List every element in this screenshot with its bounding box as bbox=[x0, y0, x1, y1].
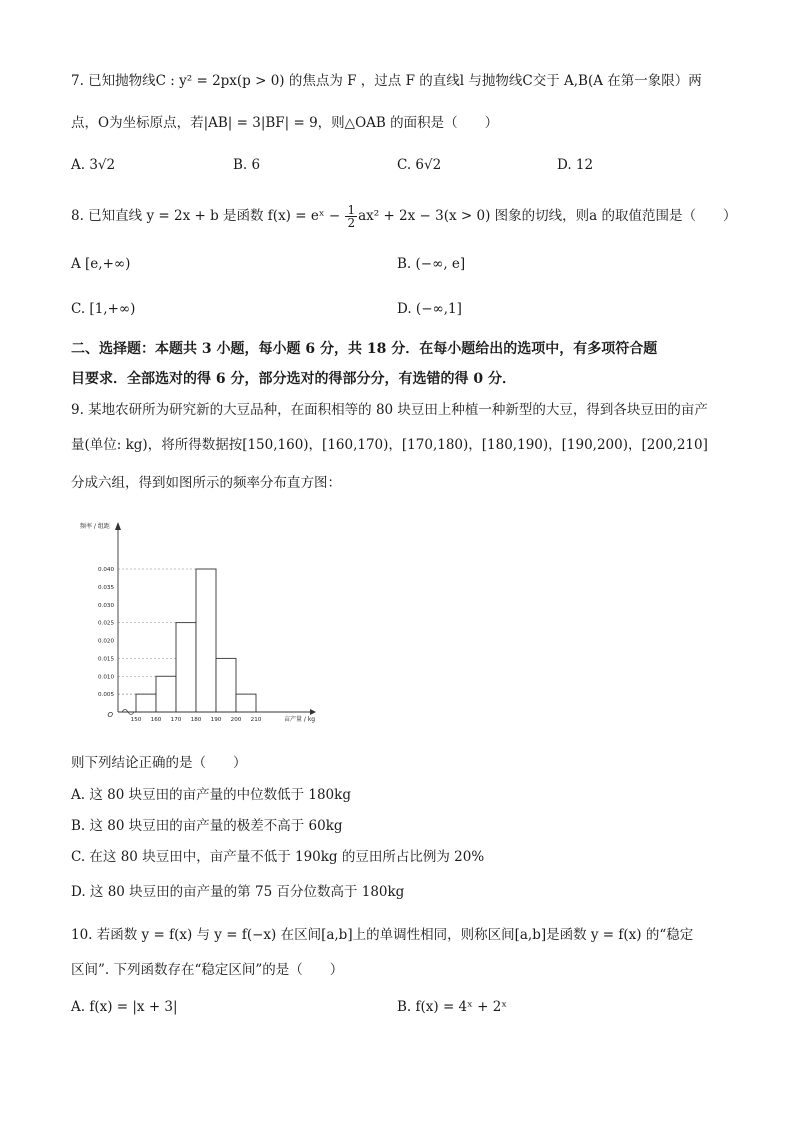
q8-option-c: C. [1,+∞) bbox=[71, 301, 136, 317]
y-tick-label: 0.025 bbox=[97, 620, 114, 627]
y-axis-title: 频率 / 组距 bbox=[80, 523, 110, 530]
y-tick-label: 0.040 bbox=[97, 567, 114, 573]
y-axis-arrow bbox=[115, 522, 121, 530]
y-tick-label: 0.030 bbox=[97, 602, 114, 609]
histogram-bar bbox=[136, 694, 156, 712]
q8-fraction-denominator: 2 bbox=[347, 216, 356, 230]
q9-option-a: A. 这 80 块豆田的亩产量的中位数低于 180kg bbox=[71, 787, 351, 803]
q10-option-a: A. f(x) = |x + 3| bbox=[71, 999, 178, 1015]
x-tick-label: 180 bbox=[190, 717, 202, 723]
histogram-bar bbox=[236, 694, 256, 712]
x-tick-label: 150 bbox=[130, 717, 142, 723]
y-tick-label: 0.015 bbox=[97, 656, 114, 663]
y-tick-label: 0.020 bbox=[97, 638, 114, 645]
x-tick-label: 160 bbox=[150, 717, 162, 723]
q8-line bbox=[71, 204, 737, 229]
q10-option-b: B. f(x) = 4ˣ + 2ˣ bbox=[397, 999, 508, 1015]
origin-label: O bbox=[107, 711, 113, 719]
x-tick-label: 170 bbox=[170, 717, 182, 723]
section2-heading-line-1: 二、选择题：本题共 3 小题，每小题 6 分，共 18 分．在每小题给出的选项中，有多项符合题 bbox=[71, 341, 658, 357]
q8-option-a: A [e,+∞) bbox=[71, 256, 131, 272]
q8-prefix: 8. 已知直线 y = 2x + b 是函数 f(x) = eˣ − bbox=[71, 208, 345, 224]
x-tick-label: 190 bbox=[210, 717, 222, 723]
q9-line-1: 9. 某地农研所为研究新的大豆品种，在面积相等的 80 块豆田上种植一种新型的大豆，得到各块豆田的亩产 bbox=[71, 402, 708, 418]
q10-line-2: 区间”. 下列函数存在“稳定区间”的是（ ） bbox=[71, 962, 344, 978]
q9-line-2: 量(单位: kg)，将所得数据按[150,160)，[160,170)，[170,180)，[180,190)，[190,200)，[200,210] bbox=[71, 437, 708, 453]
q8-fraction bbox=[345, 204, 357, 229]
histogram-bar bbox=[156, 676, 176, 712]
x-tick-label: 210 bbox=[250, 717, 262, 723]
q7-option-c: C. 6√2 bbox=[397, 157, 442, 173]
histogram-bar bbox=[196, 569, 216, 712]
histogram-bar bbox=[176, 623, 196, 712]
section2-heading-line-2: 目要求．全部选对的得 6 分，部分选对的得部分分，有选错的得 0 分． bbox=[71, 371, 516, 387]
q9-option-c: C. 在这 80 块豆田中，亩产量不低于 190kg 的豆田所占比例为 20% bbox=[71, 849, 485, 865]
q9-prompt: 则下列结论正确的是（ ） bbox=[71, 755, 247, 771]
x-axis-arrow bbox=[310, 709, 316, 715]
histogram-bar bbox=[216, 658, 236, 712]
q7-option-b: B. 6 bbox=[233, 157, 261, 173]
q9-option-d: D. 这 80 块豆田的亩产量的第 75 百分位数高于 180kg bbox=[71, 884, 405, 900]
q7-option-d: D. 12 bbox=[557, 157, 594, 173]
q8-option-d: D. (−∞,1] bbox=[397, 301, 462, 317]
q8-suffix: ax² + 2x − 3(x > 0) 图象的切线，则a 的取值范围是（ ） bbox=[358, 208, 737, 224]
frequency-histogram bbox=[78, 516, 328, 728]
y-tick-label: 0.035 bbox=[97, 584, 114, 591]
q10-line-1: 10. 若函数 y = f(x) 与 y = f(−x) 在区间[a,b]上的单调性相同，则称区间[a,b]是函数 y = f(x) 的“稳定 bbox=[71, 927, 694, 943]
q7-option-a: A. 3√2 bbox=[71, 157, 116, 173]
q8-option-b: B. (−∞, e] bbox=[397, 256, 466, 272]
y-tick-label: 0.010 bbox=[97, 674, 114, 681]
x-tick-label: 200 bbox=[230, 717, 242, 723]
q9-option-b: B. 这 80 块豆田的亩产量的极差不高于 60kg bbox=[71, 818, 343, 834]
q7-line-2: 点，O为坐标原点，若|AB| = 3|BF| = 9，则△OAB 的面积是（ ） bbox=[71, 115, 499, 131]
histogram-bars bbox=[136, 569, 256, 712]
q8-fraction-numerator: 1 bbox=[347, 203, 356, 217]
q9-line-3: 分成六组，得到如图所示的频率分布直方图： bbox=[71, 475, 341, 491]
x-axis-title: 亩产量 / kg bbox=[284, 716, 316, 723]
y-tick-label: 0.005 bbox=[97, 692, 114, 699]
q7-line-1: 7. 已知抛物线C : y² = 2px(p > 0) 的焦点为 F ，过点 F 的直线l 与抛物线C交于 A,B(A 在第一象限）两 bbox=[71, 73, 702, 89]
